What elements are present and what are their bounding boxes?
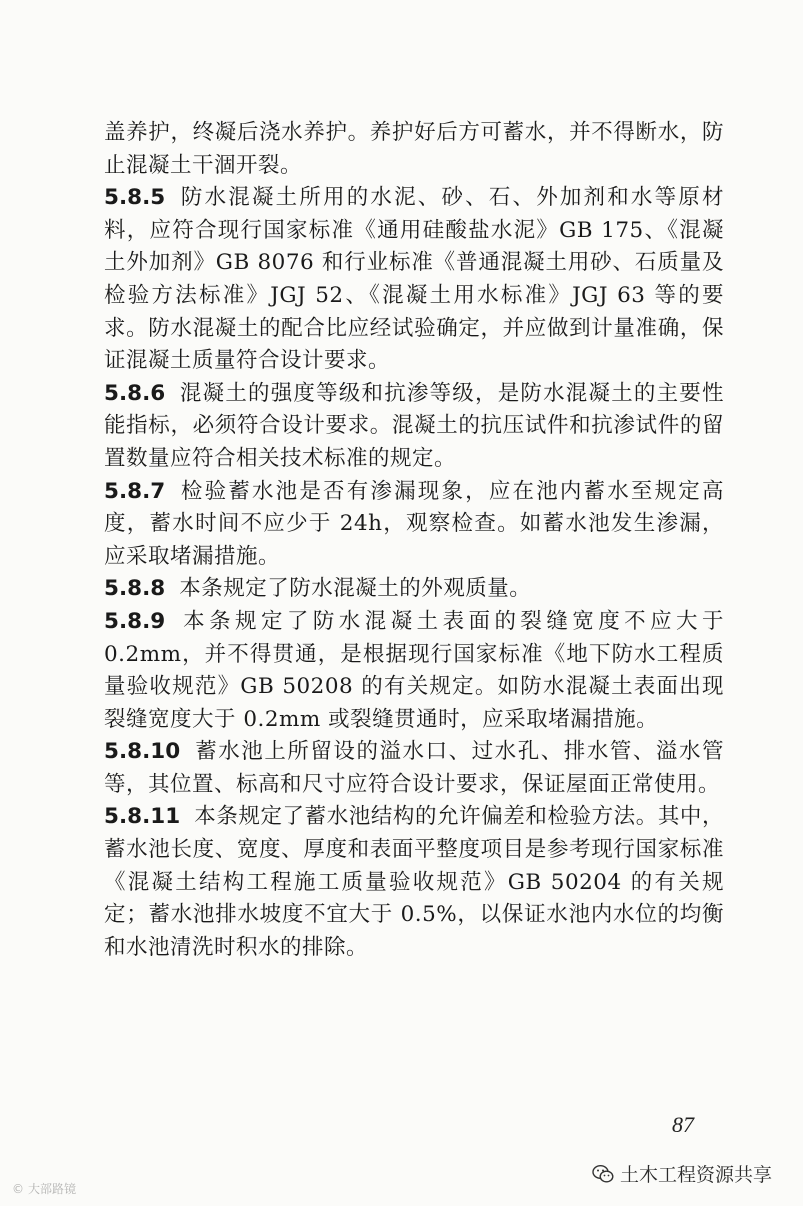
paragraph-text: 蓄水池上所留设的溢水口、过水孔、排水管、溢水管等，其位置、标高和尺寸应符合设计要求，保证屋面正常使用。 xyxy=(104,739,724,797)
clause-number: 5.8.5 xyxy=(104,185,166,211)
body-text xyxy=(104,117,724,964)
clause-number: 5.8.11 xyxy=(104,804,181,830)
page-number: 87 xyxy=(672,1112,694,1137)
watermark-right-text: 土木工程资源共享 xyxy=(620,1164,773,1186)
copyright-icon: © xyxy=(12,1181,24,1196)
paragraph xyxy=(104,182,724,378)
clause-number: 5.8.6 xyxy=(104,380,166,406)
paragraph xyxy=(104,573,724,606)
paragraph-text: 本条规定了蓄水池结构的允许偏差和检验方法。其中，蓄水池长度、宽度、厚度和表面平整度项目是参考现行国家标准《混凝土结构工程施工质量验收规范》GB 50204 的有关规定；蓄水池排水坡度不宜大于 0.5%，以保证水池内水位的均衡和水池清洗时积水的排除。 xyxy=(104,804,724,960)
paragraph-text: 本条规定了防水混凝土表面的裂缝宽度不应大于 0.2mm，并不得贯通，是根据现行国家标准《地下防水工程质量验收规范》GB 50208 的有关规定。如防水混凝土表面出现裂缝宽度大于 0.2mm 或裂缝贯通时，应采取堵漏措施。 xyxy=(104,608,724,732)
paragraph xyxy=(104,476,724,574)
watermark-left xyxy=(12,1180,76,1197)
paragraph xyxy=(104,801,724,964)
paragraph-text: 混凝土的强度等级和抗渗等级，是防水混凝土的主要性能指标，必须符合设计要求。混凝土的抗压试件和抗渗试件的留置数量应符合相关技术标准的规定。 xyxy=(104,380,724,471)
clause-number: 5.8.9 xyxy=(104,608,166,634)
paragraph xyxy=(104,378,724,476)
watermark-right xyxy=(592,1160,772,1187)
paragraph-text: 防水混凝土所用的水泥、砂、石、外加剂和水等原材料，应符合现行国家标准《通用硅酸盐水泥》GB 175、《混凝土外加剂》GB 8076 和行业标准《普通混凝土用砂、石质量及检验方法标准》JGJ 52、《混凝土用水标准》JGJ 63 等的要求。防水混凝土的配合比应经试验确定，并应做到计量准确，保证混凝土质量符合设计要求。 xyxy=(104,185,724,374)
paragraph-text: 盖养护，终凝后浇水养护。养护好后方可蓄水，并不得断水，防止混凝土干涸开裂。 xyxy=(104,120,724,178)
paragraph-text: 检验蓄水池是否有渗漏现象，应在池内蓄水至规定高度，蓄水时间不应少于 24h，观察检查。如蓄水池发生渗漏，应采取堵漏措施。 xyxy=(104,478,724,569)
paragraph xyxy=(104,736,724,801)
paragraph xyxy=(104,117,724,182)
clause-number: 5.8.7 xyxy=(104,478,166,504)
paragraph-text: 本条规定了防水混凝土的外观质量。 xyxy=(179,576,532,602)
wechat-icon xyxy=(592,1164,614,1184)
paragraph xyxy=(104,606,724,736)
clause-number: 5.8.10 xyxy=(104,739,181,765)
clause-number: 5.8.8 xyxy=(104,576,166,602)
watermark-left-text: 大部路镜 xyxy=(28,1182,77,1196)
